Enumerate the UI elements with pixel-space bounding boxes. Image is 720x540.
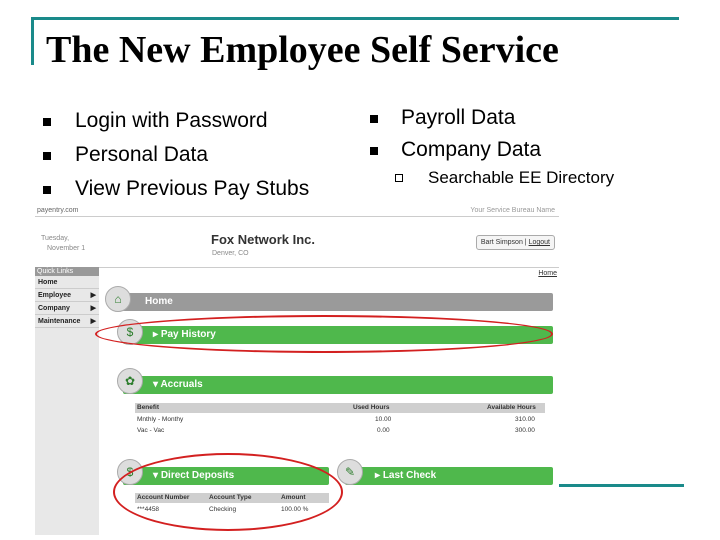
money-icon: $ [117, 319, 143, 345]
header-divider [35, 267, 559, 268]
sidebar-item-home[interactable]: Home [35, 276, 99, 289]
bank-icon: $ [117, 459, 143, 485]
app-top-bar [35, 205, 559, 217]
section-direct-deposits[interactable]: ▾ Direct Deposits [123, 467, 329, 485]
logout-link[interactable]: Logout [528, 239, 550, 246]
section-home[interactable]: Home [115, 293, 553, 311]
bullet-item: Company Data [401, 134, 541, 166]
bullet-square-icon [43, 118, 51, 126]
slide-accent-vertical [31, 17, 34, 65]
deposits-table [135, 493, 329, 517]
column-header-benefit: Benefit [137, 404, 160, 411]
bullet-square-icon [43, 186, 51, 194]
table-cell: Mnthly - Monthy [137, 416, 184, 423]
bullet-item: View Previous Pay Stubs [75, 172, 309, 206]
sidebar-item-maintenance[interactable]: Maintenance ▶ [35, 315, 99, 328]
table-cell: 100.00 % [281, 506, 309, 513]
bullet-square-icon [370, 115, 378, 123]
section-last-check[interactable]: ▸ Last Check [345, 467, 553, 485]
bullet-item: Login with Password [75, 104, 309, 138]
brand-logo: payentry.com [37, 207, 79, 214]
slide-accent-bottom [540, 484, 684, 487]
table-cell: Checking [209, 506, 237, 513]
table-cell: 10.00 [375, 416, 392, 423]
user-box: Bart Simpson | Logout [476, 235, 555, 250]
table-cell: Vac - Vac [137, 427, 165, 434]
column-header-amount: Amount [281, 494, 306, 501]
palm-tree-icon: ✿ [117, 368, 143, 394]
hollow-square-icon [395, 174, 403, 182]
left-bullet-list [75, 104, 309, 206]
caret-right-icon: ▶ [90, 318, 96, 325]
home-icon: ⌂ [105, 286, 131, 312]
column-header-available-hours: Available Hours [487, 404, 536, 411]
breadcrumb-home-link[interactable]: Home [538, 270, 557, 277]
company-city: Denver, CO [212, 250, 249, 257]
date-day: November 1 [47, 245, 86, 252]
sub-bullet: Searchable EE Directory [428, 168, 614, 188]
table-cell: 310.00 [515, 416, 535, 423]
direct-deposits-highlight-oval [113, 453, 343, 531]
sidebar-item-company[interactable]: Company ▶ [35, 302, 99, 315]
sidebar-item-employee[interactable]: Employee ▶ [35, 289, 99, 302]
column-header-account-type: Account Type [209, 494, 252, 501]
accruals-table [135, 403, 545, 439]
slide-title: The New Employee Self Service [46, 29, 559, 71]
right-bullet-list [401, 102, 541, 166]
slide-accent-top [31, 17, 679, 20]
bureau-name: Your Service Bureau Name [470, 207, 555, 214]
bullet-item: Personal Data [75, 138, 309, 172]
column-header-used-hours: Used Hours [353, 404, 390, 411]
column-header-account-number: Account Number [137, 494, 190, 501]
bullet-item: Payroll Data [401, 102, 541, 134]
bullet-square-icon [43, 152, 51, 160]
table-header [135, 403, 545, 413]
section-accruals[interactable]: ▾ Accruals [123, 376, 553, 394]
sidebar [35, 267, 99, 535]
table-cell: 300.00 [515, 427, 535, 434]
check-icon: ✎ [337, 459, 363, 485]
caret-right-icon: ▶ [90, 305, 96, 312]
caret-right-icon: ▶ [90, 292, 96, 299]
table-cell: ***4458 [137, 506, 160, 513]
app-screenshot [35, 205, 559, 535]
bullet-square-icon [370, 147, 378, 155]
user-name: Bart Simpson [480, 239, 523, 246]
sidebar-header: Quick Links [35, 267, 99, 276]
date-weekday: Tuesday, [41, 235, 70, 242]
company-name: Fox Network Inc. [211, 232, 316, 247]
section-pay-history[interactable]: ▸ Pay History [123, 326, 553, 344]
table-cell: 0.00 [377, 427, 390, 434]
